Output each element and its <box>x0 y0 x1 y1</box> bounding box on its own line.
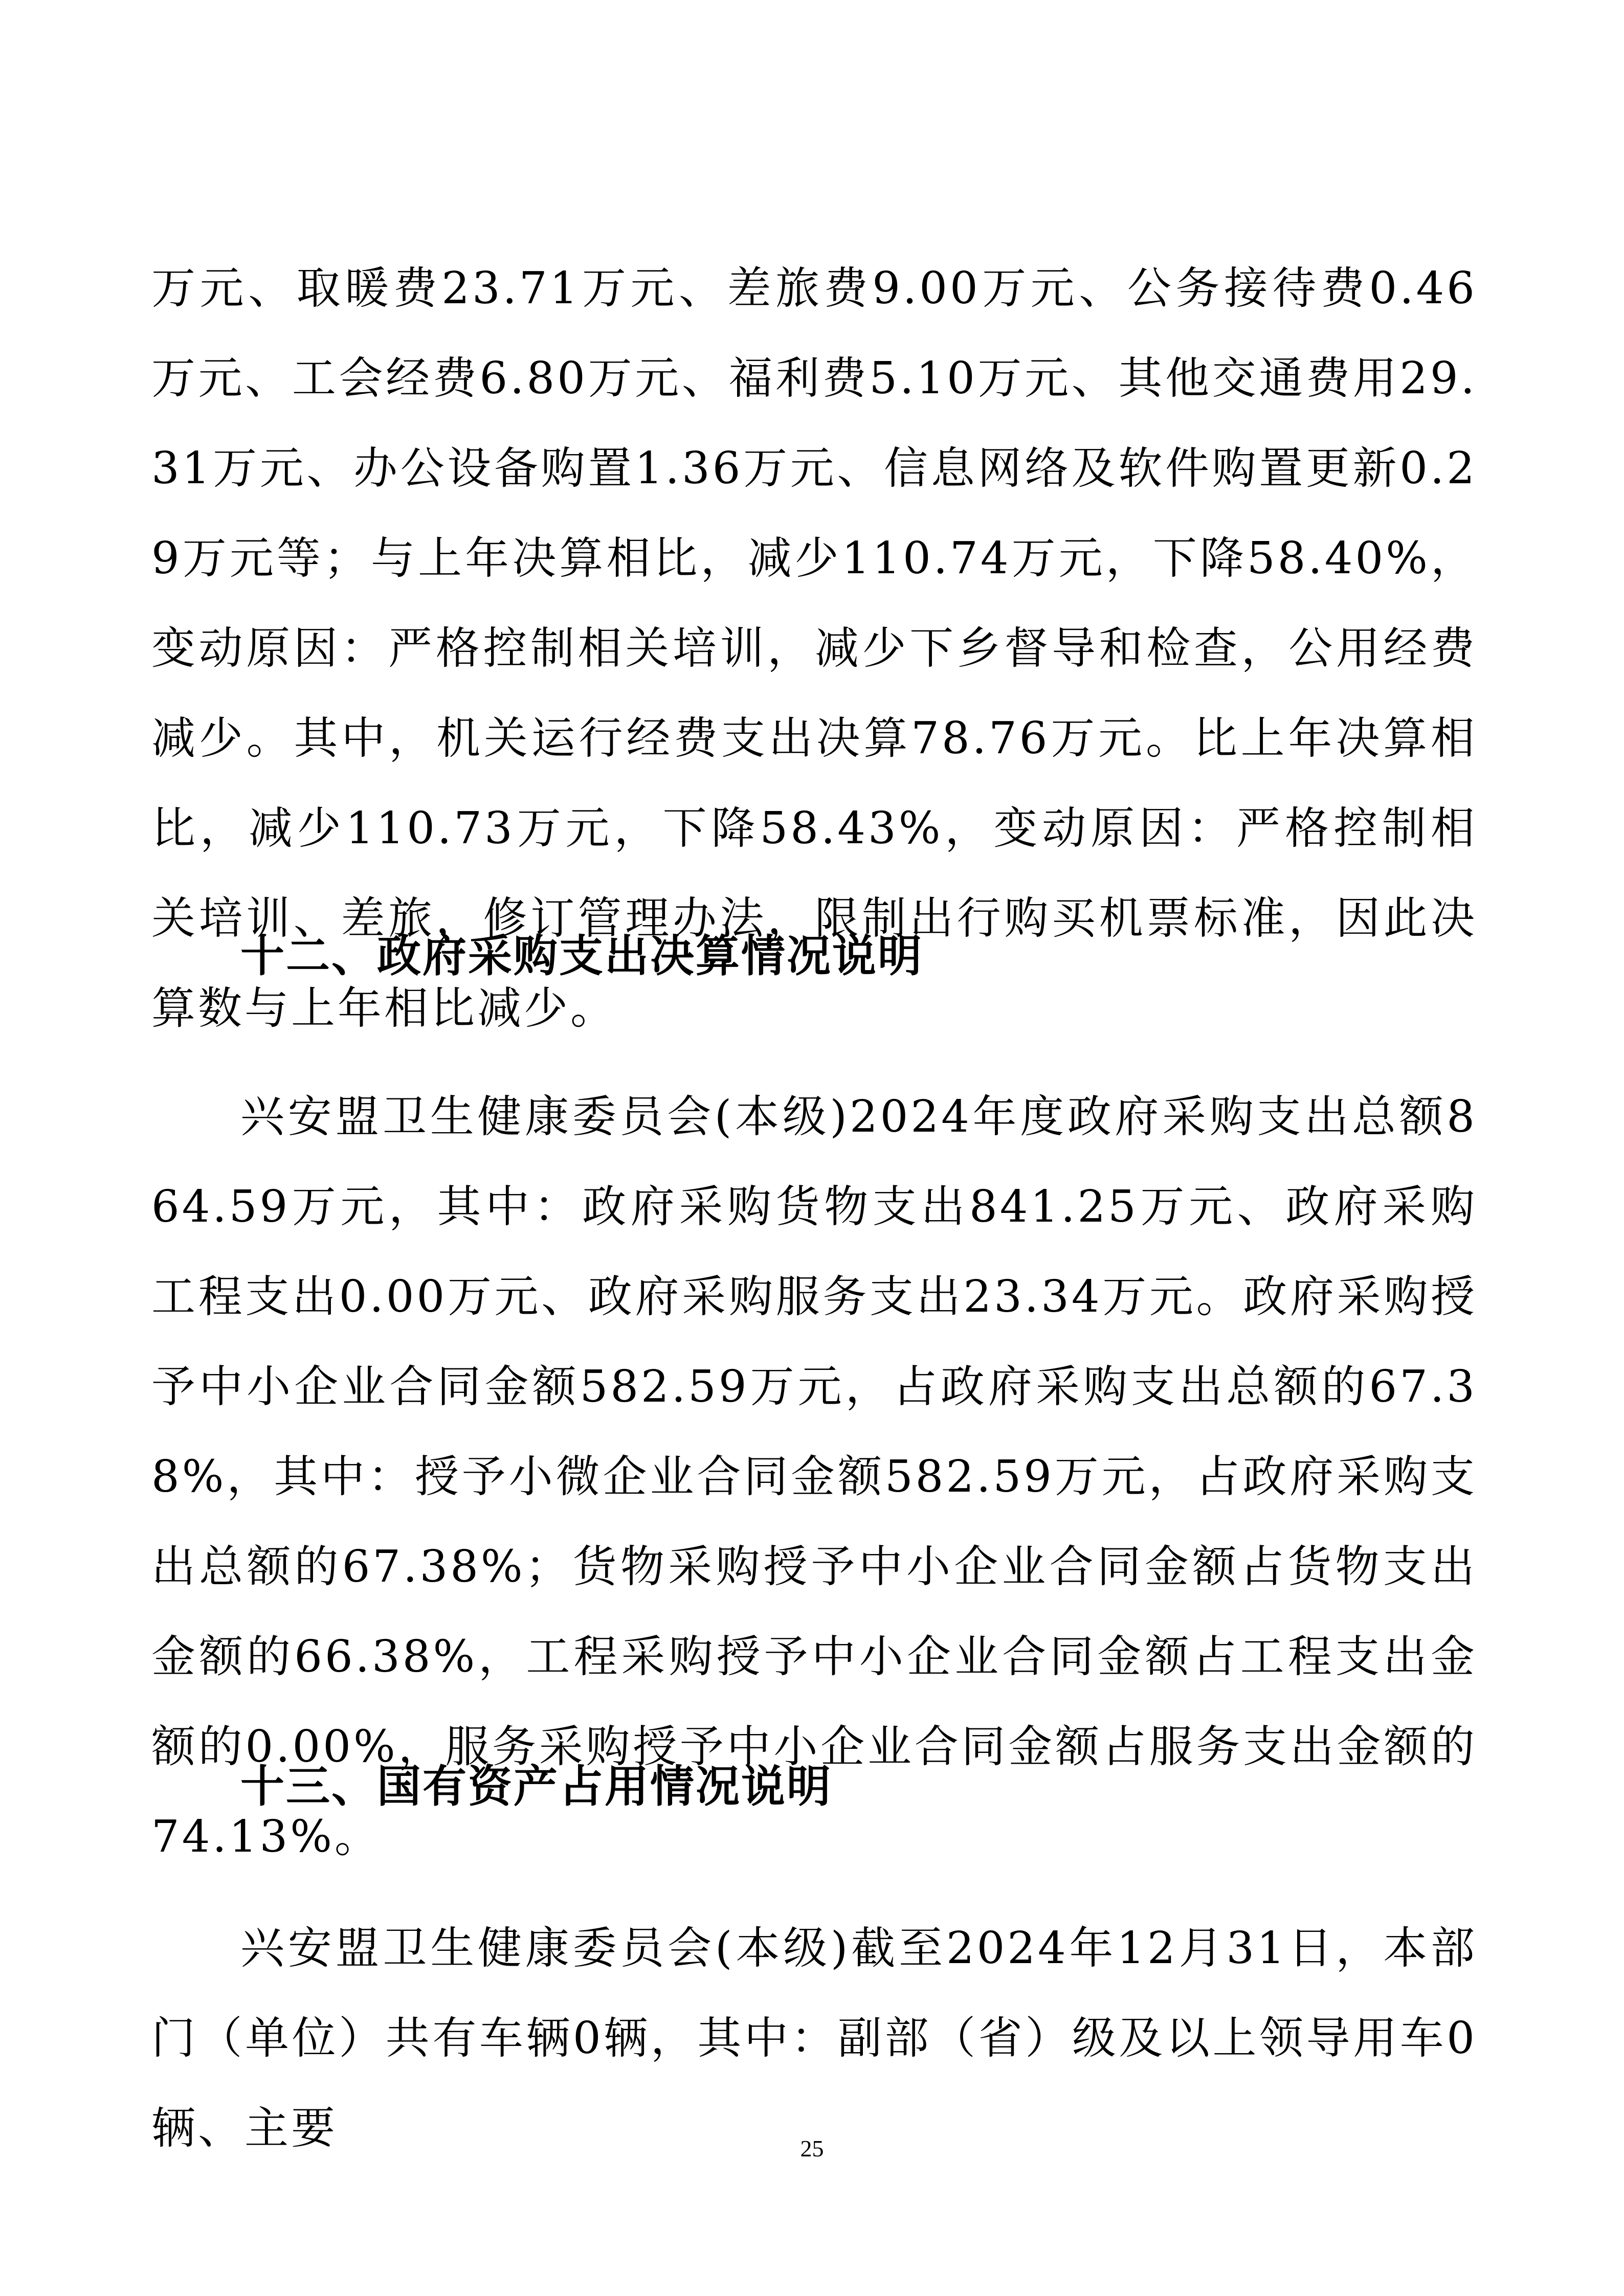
section-heading-state-assets: 十三、国有资产占用情况说明 <box>240 1761 832 1812</box>
paragraph-government-procurement: 兴安盟卫生健康委员会(本级)2024年度政府采购支出总额864.59万元，其中：政府采购货物支出841.25万元、政府采购工程支出0.00万元、政府采购服务支出23.34万元。政府采购授予中小企业合同金额582.59万元，占政府采购支出总额的67.38%，其中：授予小微企业合同金额582.59万元，占政府采购支出总额的67.38%；货物采购授予中小企业合同金额占货物支出金额的66.38%，工程采购授予中小企业合同金额占工程支出金额的0.00%，服务采购授予中小企业合同金额占服务支出金额的74.13%。 <box>151 1091 1477 1862</box>
paragraph-state-assets: 兴安盟卫生健康委员会(本级)截至2024年12月31日，本部门（单位）共有车辆0辆，其中：副部（省）级及以上领导用车0辆、主要 <box>151 1923 1477 2154</box>
section-heading-government-procurement: 十二、政府采购支出决算情况说明 <box>240 931 923 982</box>
page-number: 25 <box>800 2135 824 2162</box>
paragraph-public-expenses-continued: 万元、取暖费23.71万元、差旅费9.00万元、公务接待费0.46万元、工会经费6.80万元、福利费5.10万元、其他交通费用29.31万元、办公设备购置1.36万元、信息网络及软件购置更新0.29万元等；与上年决算相比，减少110.74万元，下降58.40%，变动原因：严格控制相关培训，减少下乡督导和检查，公用经费减少。其中，机关运行经费支出决算78.76万元。比上年决算相比，减少110.73万元，下降58.43%，变动原因：严格控制相关培训、差旅，修订管理办法，限制出行购买机票标准，因此决算数与上年相比减少。 <box>151 263 1477 1034</box>
